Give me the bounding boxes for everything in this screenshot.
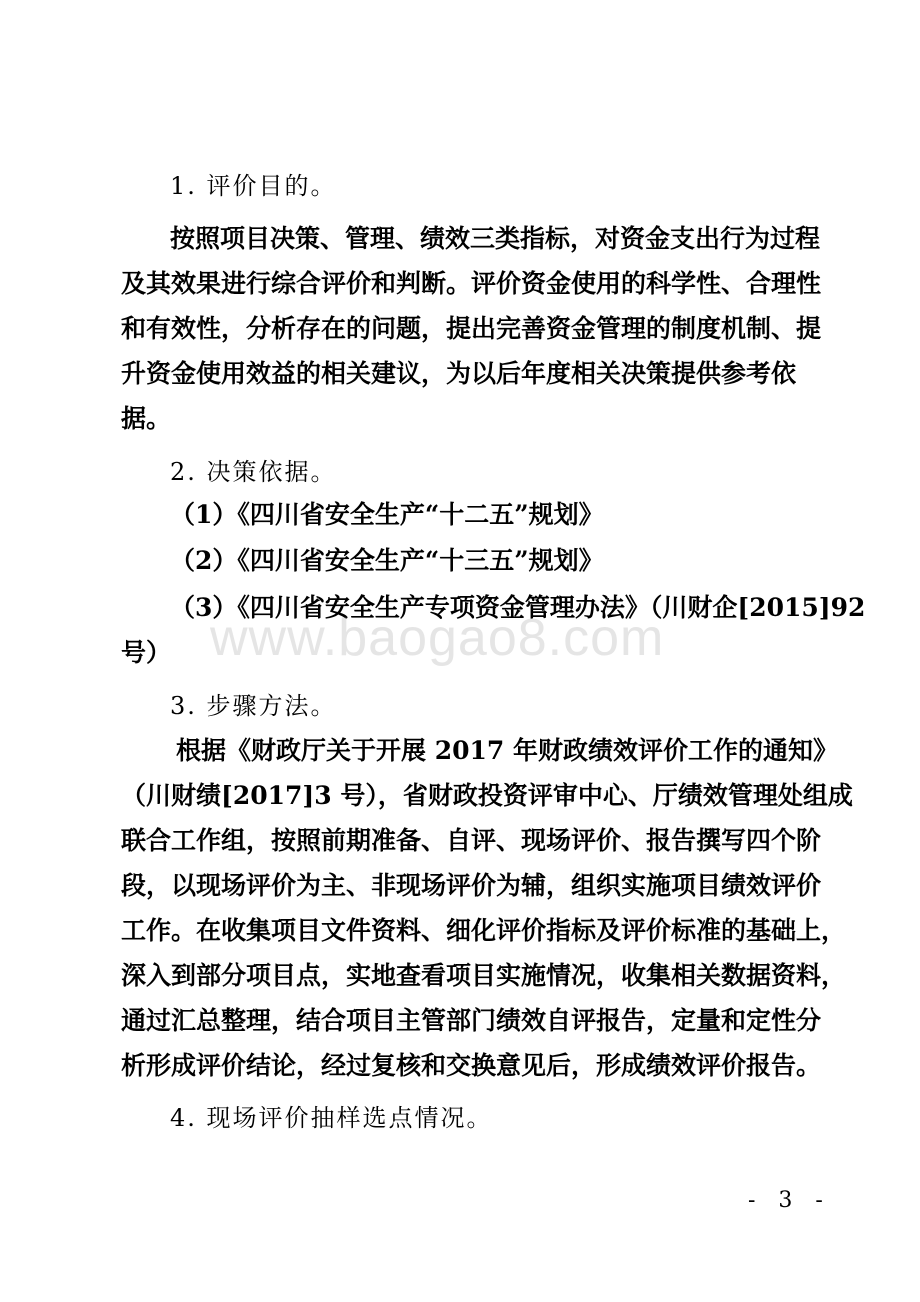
section-3-line: 段，以现场评价为主、非现场评价为辅，组织实施项目绩效评价 xyxy=(121,871,822,900)
section-4-heading: 4. 现场评价抽样选点情况。 xyxy=(170,1104,493,1132)
section-3-heading: 3. 步骤方法。 xyxy=(170,692,337,720)
section-3-line: 联合工作组，按照前期准备、自评、现场评价、报告撰写四个阶 xyxy=(121,826,822,855)
section-3-line: 工作。在收集项目文件资料、细化评价指标及评价标准的基础上， xyxy=(121,916,847,945)
section-2-heading: 2. 决策依据。 xyxy=(170,458,337,486)
watermark: www.baogao8.com xyxy=(210,609,665,667)
section-2-item: （1）《四川省安全生产“十二五”规划》 xyxy=(170,500,604,529)
section-1-line: 据。 xyxy=(121,404,172,433)
section-1-line: 和有效性，分析存在的问题，提出完善资金管理的制度机制、提 xyxy=(121,314,822,343)
section-1-line: 按照项目决策、管理、绩效三类指标，对资金支出行为过程 xyxy=(170,224,821,253)
section-3-line: 析形成评价结论，经过复核和交换意见后，形成绩效评价报告。 xyxy=(121,1051,822,1080)
section-3-line: 深入到部分项目点，实地查看项目实施情况，收集相关数据资料， xyxy=(121,961,847,990)
section-3-line: （川财绩[2017]3 号），省财政投资评审中心、厅绩效管理处组成 xyxy=(121,781,853,810)
section-1-line: 及其效果进行综合评价和判断。评价资金使用的科学性、合理性 xyxy=(121,269,822,298)
section-2-item: （3）《四川省安全生产专项资金管理办法》（川财企[2015]92 xyxy=(170,593,866,622)
section-1-heading: 1. 评价目的。 xyxy=(170,172,337,200)
section-1-line: 升资金使用效益的相关建议，为以后年度相关决策提供参考依 xyxy=(121,359,797,388)
section-2-item: 号） xyxy=(121,638,172,667)
page-number: - 3 - xyxy=(748,1188,831,1213)
section-2-item: （2）《四川省安全生产“十三五”规划》 xyxy=(170,546,604,575)
section-3-line: 通过汇总整理，结合项目主管部门绩效自评报告，定量和定性分 xyxy=(121,1006,822,1035)
section-3-line: 根据《财政厅关于开展 2017 年财政绩效评价工作的通知》 xyxy=(176,736,838,765)
